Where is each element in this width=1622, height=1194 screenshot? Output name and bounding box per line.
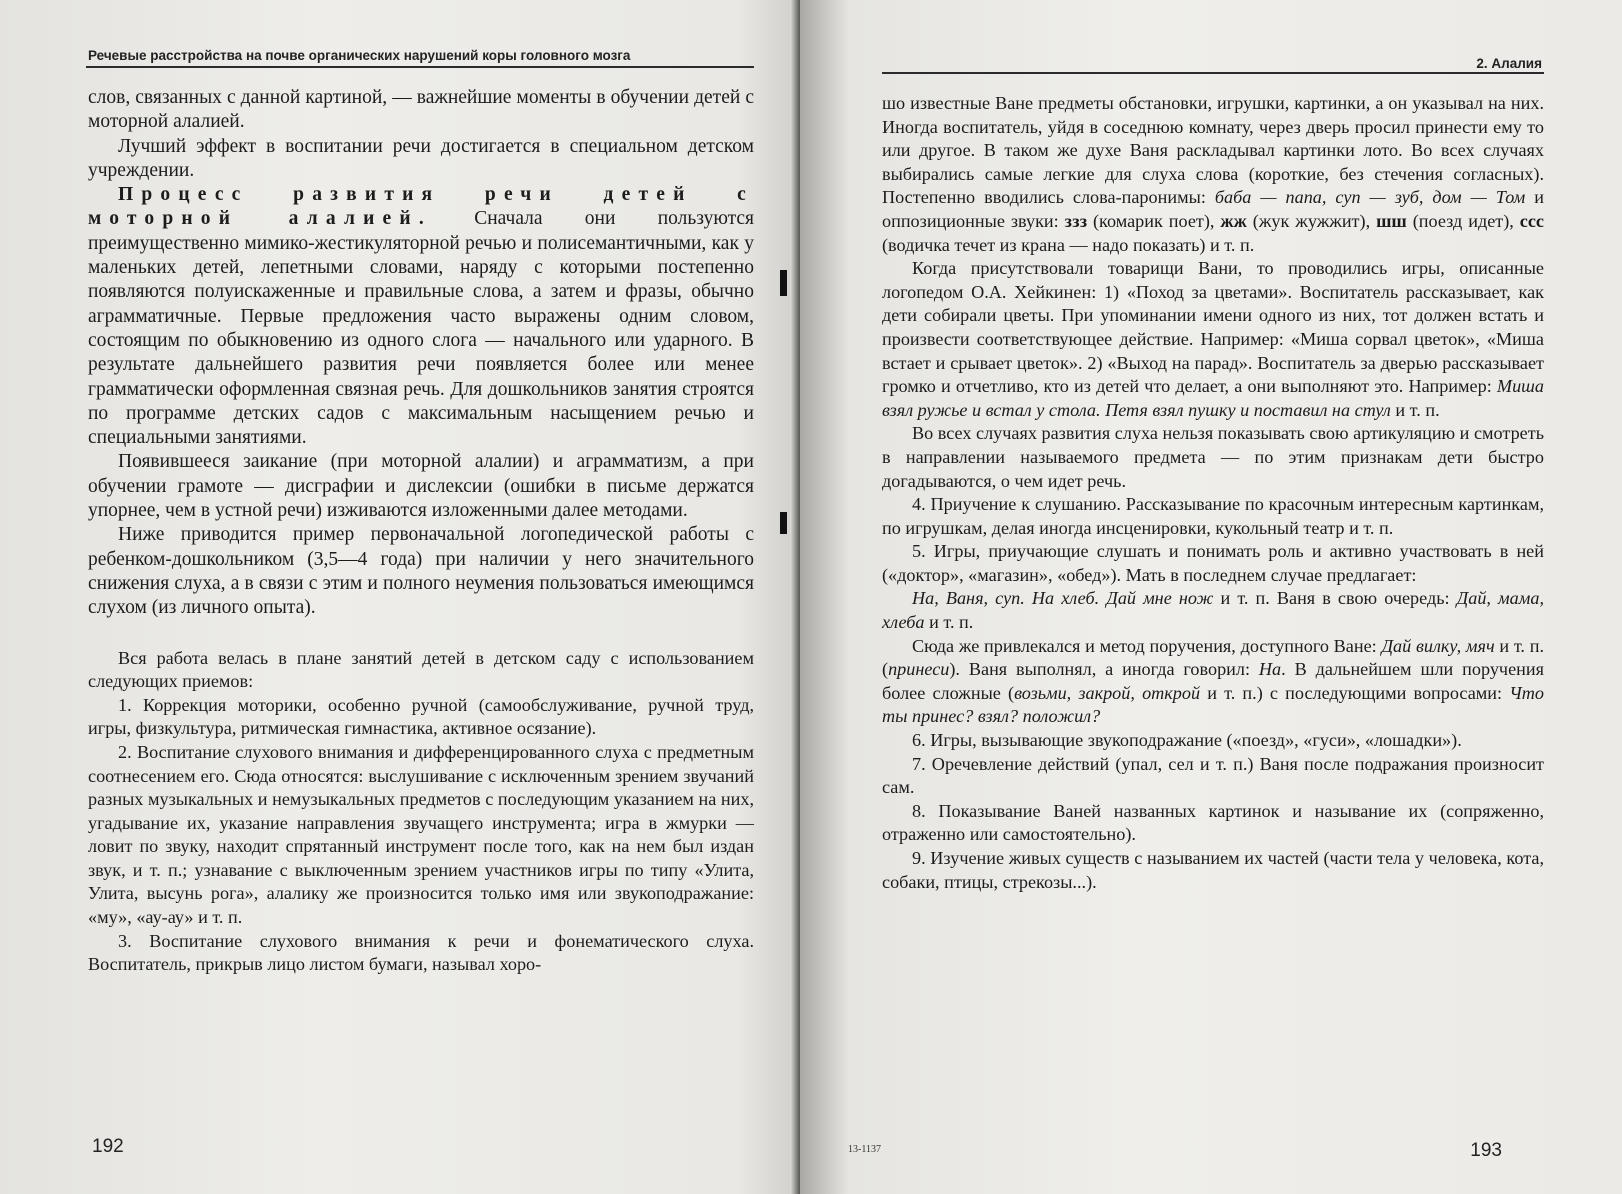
list-item: 6. Игры, вызывающие звукоподражание («поезд», «гуси», «лошадки»). <box>912 730 1462 751</box>
header-rule <box>882 72 1544 74</box>
paragraph: Лучший эффект в воспитании речи достигается в специальном детском учреждении. <box>88 135 754 181</box>
list-item: 2. Воспитание слухового внимания и дифференцированного слуха с предметным соотнесением его. Сюда относятся: выслушивание с исключенным зрением звучаний разных музыкальных и немузыкальных предметов с последующим указанием на них, угадывание их, указание направления звучащего инструмента; игра в жмурки — ловит по звуку, находит спрятанный инструмент после того, как на нем был издан звук, и т. п.; узнавание с выключенным зрением участников игры по типу «Улита, Улита, высунь рога», алалику же произносится только имя или звукоподражание: «му», «ау-ау» и т. п. <box>88 741 754 928</box>
paragraph: Когда присутствовали товарищи Вани, то проводились игры, описанные логопедом О.А. Хейкинен: 1) «Поход за цветами». Воспитатель рассказывает, как дети собирали цветы. При упоминании имени одного из них, тот должен встать и произвести соответствующее действие. Например: «Миша сорвал цветок», «Миша встает и срывает цветок». 2) «Выход на парад». Воспитатель за дверью рассказывает громко и отчетливо, кто из детей что делает, а они выполняют это. Например: Миша взял ружье и встал у стола. Петя взял пушку и поставил на стул и т. п. <box>882 258 1544 420</box>
header-rule <box>86 66 754 68</box>
paragraph: шо известные Ване предметы обстановки, игрушки, картинки, а он указывал на них. Иногда воспитатель, уйдя в соседнюю комнату, через дверь просил принести ему то или другое. В таком же духе Ваня раскладывал картинки лото. Во всех случаях выбирались самые легкие для слуха слова (короткие, без стечения согласных). Постепенно вводились слова-паронимы: баба — папа, суп — зуб, дом — Том и оппозиционные звуки: ззз (комарик поет), жж (жук жужжит), шш (поезд идет), ссс (водичка течет из крана — надо показать) и т. п. <box>882 93 1545 255</box>
right-page <box>800 0 1622 1194</box>
signature-mark: 13-1137 <box>848 1144 881 1155</box>
binding-mark <box>780 270 787 296</box>
section-subheading: Процесс развития речи детей с моторной алалией. <box>88 184 754 230</box>
paragraph: Ниже приводится пример первоначальной логопедической работы с ребенком-дошкольником (3,5—4 года) при наличии у него значительного снижения слуха, а в связи с этим и полного неумения пользоваться имеющимся слухом (из личного опыта). <box>88 524 754 619</box>
paragraph-text: Сначала они пользуются преимущественно мимико-жестикуляторной речью и полисемантичными, как у маленьких детей, лепетными словами, наряду с которыми постепенно появляются полуискаженные и правильные слова, а затем и фразы, обычно аграмматичные. Первые предложения часто выражены одним словом, состоящим по обыкновению из одного слога — начального или ударного. В результате дальнейшего развития речи появляется более или менее грамматически оформленная связная речь. Для дошкольников занятия строятся по программе детских садов с максимальным насыщением речью и специальными занятиями. <box>88 208 755 449</box>
running-head: Речевые расстройства на почве органических нарушений коры головного мозга <box>88 48 631 63</box>
paragraph: Появившееся заикание (при моторной алалии) и аграмматизм, а при обучении грамоте — дисграфии и дислексии (ошибки в письме держатся упорнее, чем в устной речи) изживаются изложенными далее методами. <box>88 451 754 522</box>
running-head: 2. Алалия <box>1476 56 1542 71</box>
paragraph: слов, связанных с данной картиной, — важнейшие моменты в обучении детей с моторной алалией. <box>88 87 754 133</box>
list-item: 9. Изучение живых существ с называнием их частей (части тела у человека, кота, собаки, птицы, стрекозы...). <box>882 848 1544 892</box>
body-text <box>88 86 754 977</box>
paragraph <box>88 183 754 450</box>
list-item: 7. Оречевление действий (упал, сел и т. п.) Ваня после подражания произносит сам. <box>882 753 1544 798</box>
paragraph: Вся работа велась в плане занятий детей в детском саду с использованием следующих приемов: <box>88 647 754 692</box>
list-item: 3. Воспитание слухового внимания к речи и фонематического слуха. Воспитатель, прикрыв лицо листом бумаги, называл хоро- <box>88 930 754 975</box>
page-number: 192 <box>92 1136 124 1157</box>
list-item: 5. Игры, приучающие слушать и понимать роль и активно участвовать в ней («доктор», «магазин», «обед»). Мать в последнем случае предлагает: <box>882 541 1544 585</box>
paragraph: На, Ваня, суп. На хлеб. Дай мне нож и т. п. Ваня в свою очередь: Дай, мама, хлеба и т. п. <box>882 588 1544 633</box>
body-text <box>882 92 1544 894</box>
list-item: 8. Показывание Ваней названных картинок и называние их (сопряженно, отраженно или самостоятельно). <box>882 800 1544 845</box>
paragraph: Сюда же привлекался и метод поручения, доступного Ване: Дай вилку, мяч и т. п. (принеси). Ваня выполнял, а иногда говорил: На. В дальнейшем шли поручения более сложные (возьми, закрой, открой и т. п.) с последующими вопросами: Что ты принес? взял? положил? <box>882 635 1545 727</box>
paragraph: Во всех случаях развития слуха нельзя показывать свою артикуляцию и смотреть в направлении называемого предмета — по этим признакам дети быстро догадываются, о чем идет речь. <box>882 423 1544 491</box>
page-number: 193 <box>1470 1140 1502 1161</box>
left-page <box>0 0 800 1194</box>
list-item: 1. Коррекция моторики, особенно ручной (самообслуживание, ручной труд, игры, физкультура, ритмическая гимнастика, активное осязание). <box>88 694 754 739</box>
binding-mark <box>780 512 787 534</box>
list-item: 4. Приучение к слушанию. Рассказывание по красочным интересным картинкам, по игрушкам, делая иногда инсценировки, кукольный театр и т. п. <box>882 494 1544 538</box>
